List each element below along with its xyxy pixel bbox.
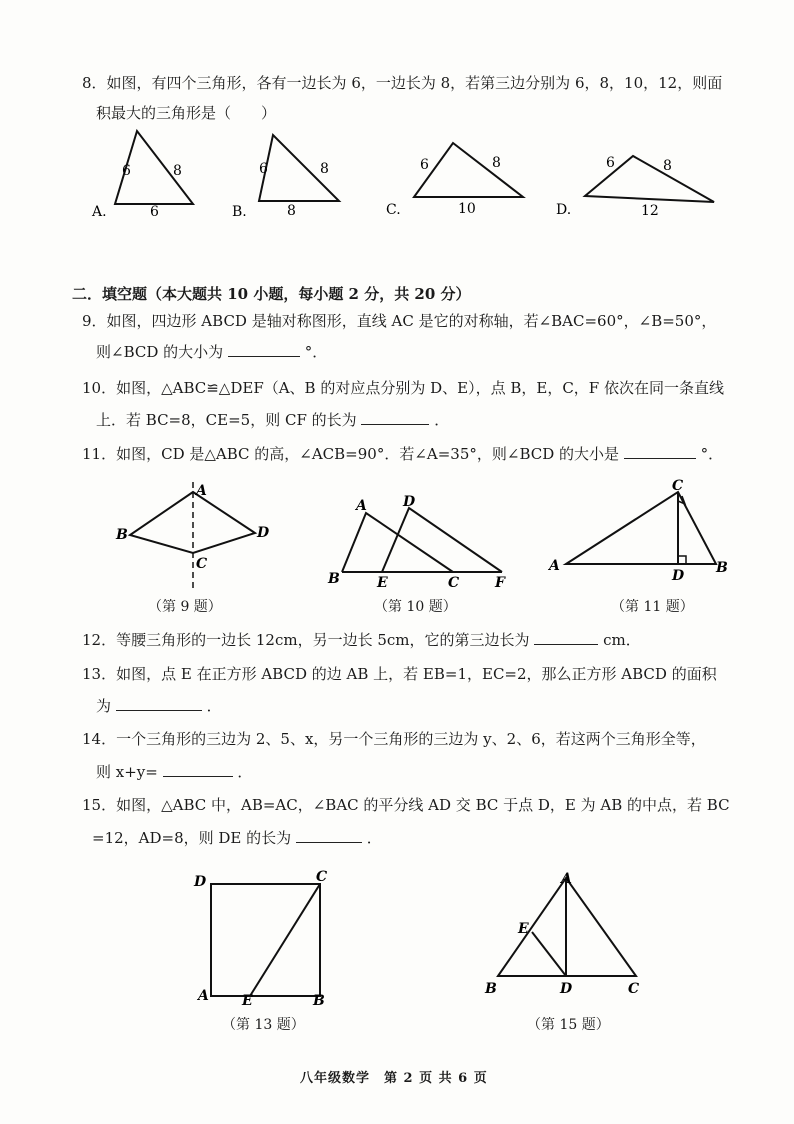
q9-line2-suffix: °． (304, 343, 328, 361)
fig13-label-a: A (198, 988, 209, 1004)
q8-a-base-label: 6 (150, 204, 159, 220)
fig10-caption: （第 10 题） (374, 599, 457, 615)
q12-line1 (82, 630, 641, 650)
q9-line2 (96, 342, 327, 362)
fig9-label-b: B (116, 527, 128, 543)
q8-line1: 8．如图，有四个三角形，各有一边长为 6，一边长为 8，若第三边分别为 6，8，10，12，则面 (82, 74, 723, 92)
q8-c-right-label: 8 (492, 155, 501, 171)
fig13-label-d: D (194, 874, 207, 890)
q8-d-base-label: 12 (641, 203, 659, 219)
fig10-label-c: C (448, 575, 460, 591)
q15-line1: 15．如图，△ABC 中，AB=AC，∠BAC 的平分线 AD 交 BC 于点 D，E 为 AB 的中点，若 BC (82, 796, 730, 814)
q8-c-base-label: 10 (458, 201, 476, 217)
fig11-triangle-abc (566, 492, 716, 564)
fig15-label-e: E (518, 921, 529, 937)
q14-line1: 14．一个三角形的三边为 2、5、x，另一个三角形的三边为 y、2、6，若这两个三角形全等， (82, 730, 706, 748)
q8-triangle-d (585, 156, 714, 202)
q8-b-right-label: 8 (320, 161, 329, 177)
q10-line2-suffix: ． (434, 411, 450, 429)
q15-line2-suffix: ． (366, 829, 382, 847)
fig9-label-d: D (257, 525, 270, 541)
q14-line2 (96, 762, 252, 782)
section-2-title: 二．填空题（本大题共 10 小题，每小题 2 分，共 20 分） (72, 285, 471, 303)
fig15-label-b: B (485, 981, 497, 997)
q12-answer-blank[interactable] (534, 630, 598, 645)
page-footer: 八年级数学 第 2 页 共 6 页 (300, 1071, 488, 1086)
fig13-label-e: E (242, 993, 253, 1009)
fig13-segment-ec (250, 884, 320, 996)
q11-answer-blank[interactable] (624, 444, 696, 459)
q8-a-right-label: 8 (173, 163, 182, 179)
fig10-label-f: F (495, 575, 505, 591)
fig10-label-e: E (377, 575, 388, 591)
q10-line2-text: 上．若 BC=8，CE=5，则 CF 的长为 (96, 411, 357, 429)
q8-option-b-letter: B. (232, 204, 247, 220)
q15-answer-blank[interactable] (296, 828, 362, 843)
fig10-triangle-abc (342, 513, 453, 572)
q8-figures (0, 0, 794, 240)
q15-line2 (92, 828, 382, 848)
fig15-label-d: D (560, 981, 573, 997)
fig15-diagram (480, 866, 650, 1001)
q14-answer-blank[interactable] (163, 762, 233, 777)
fig13-diagram (190, 868, 350, 1008)
fig9-label-c: C (196, 556, 208, 572)
fig13-square-abcd (211, 884, 320, 996)
fig11-right-angle-d (678, 556, 686, 564)
fig9-label-a: A (196, 483, 207, 499)
q8-c-left-label: 6 (420, 157, 429, 173)
q14-line2-text: 则 x+y= (96, 763, 158, 781)
fig13-label-c: C (316, 869, 328, 885)
fig11-label-c: C (672, 478, 684, 494)
q11-line1 (82, 444, 723, 464)
q10-line2 (96, 410, 449, 430)
fig11-label-a: A (549, 558, 560, 574)
fig10-triangle-def (382, 508, 502, 572)
q13-line1: 13．如图，点 E 在正方形 ABCD 的边 AB 上，若 EB=1，EC=2，那么正方形 ABCD 的面积 (82, 665, 717, 683)
q8-b-base-label: 8 (287, 203, 296, 219)
q8-b-left-label: 6 (259, 161, 268, 177)
q8-option-d-letter: D. (556, 202, 572, 218)
fig13-label-b: B (313, 993, 325, 1009)
q13-line2-suffix: ． (206, 697, 222, 715)
q11-line1-text: 11．如图，CD 是△ABC 的高，∠ACB=90°．若∠A=35°，则∠BCD 的大小是 (82, 445, 620, 463)
q11-line1-suffix: °． (700, 445, 724, 463)
q13-line2 (96, 696, 222, 716)
fig11-diagram (544, 474, 744, 584)
fig9-diagram (110, 478, 280, 593)
fig15-label-c: C (628, 981, 640, 997)
q13-line2-text: 为 (96, 697, 112, 715)
fig10-label-a: A (356, 498, 367, 514)
q10-line1: 10．如图，△ABC≌△DEF（A、B 的对应点分别为 D、E），点 B，E，C，F 依次在同一条直线 (82, 379, 724, 397)
fig11-label-d: D (672, 568, 685, 584)
q8-option-c-letter: C. (386, 202, 401, 218)
fig10-label-d: D (403, 494, 416, 510)
q8-d-left-label: 6 (606, 155, 615, 171)
fig10-diagram (320, 490, 520, 595)
fig15-label-a: A (561, 871, 572, 887)
q12-line1-text: 12．等腰三角形的一边长 12cm，另一边长 5cm，它的第三边长为 (82, 631, 530, 649)
q10-answer-blank[interactable] (361, 410, 429, 425)
fig11-label-b: B (716, 560, 728, 576)
q8-triangle-c (414, 143, 523, 197)
q9-line1: 9．如图，四边形 ABCD 是轴对称图形，直线 AC 是它的对称轴，若∠BAC=60°，∠B=50°， (82, 312, 717, 330)
q8-line2: 积最大的三角形是（ ） (96, 104, 277, 122)
fig10-label-b: B (328, 571, 340, 587)
q8-d-right-label: 8 (663, 158, 672, 174)
q8-a-left-label: 6 (122, 163, 131, 179)
q8-option-a-letter: A. (92, 204, 107, 220)
q12-line1-suffix: cm． (603, 631, 641, 649)
q9-line2-text: 则∠BCD 的大小为 (96, 343, 224, 361)
q14-line2-suffix: ． (237, 763, 253, 781)
q9-answer-blank[interactable] (228, 342, 300, 357)
fig15-segment-de (532, 932, 566, 976)
fig9-caption: （第 9 题） (148, 599, 222, 615)
fig13-caption: （第 13 题） (222, 1017, 305, 1033)
fig15-caption: （第 15 题） (527, 1017, 610, 1033)
fig11-caption: （第 11 题） (611, 599, 694, 615)
q13-answer-blank[interactable] (116, 696, 202, 711)
q15-line2-text: =12，AD=8，则 DE 的长为 (92, 829, 292, 847)
